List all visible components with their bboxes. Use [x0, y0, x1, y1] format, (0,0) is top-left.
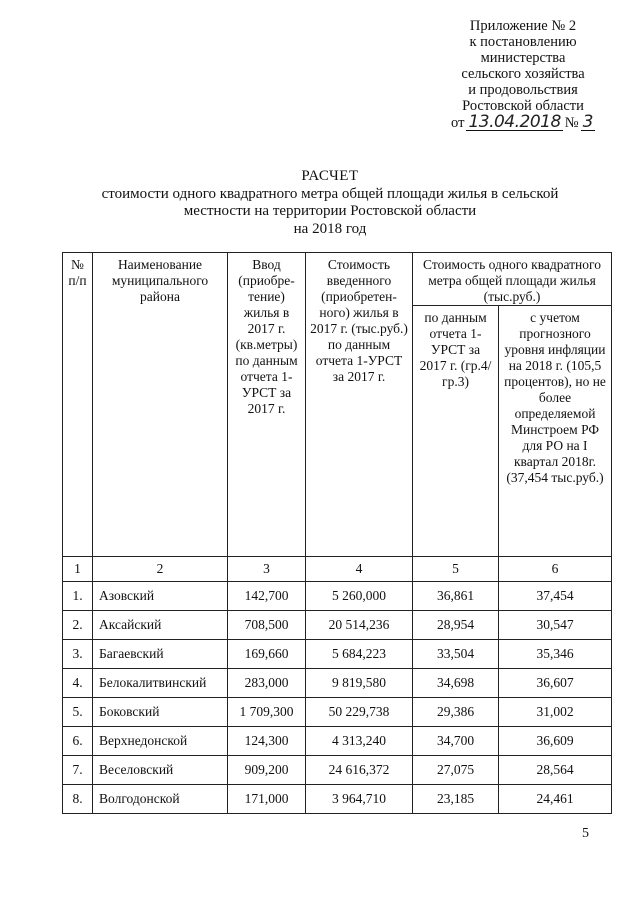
adjusted-value: 28,564: [499, 756, 612, 785]
column-number-row: [63, 557, 612, 582]
per-m2-value: 23,185: [413, 785, 499, 814]
appendix-line: к постановлению: [469, 34, 577, 50]
district-name: Боковский: [93, 698, 228, 727]
area-value: 142,700: [228, 582, 306, 611]
per-m2-value: 33,504: [413, 640, 499, 669]
district-name: Верхнедонской: [93, 727, 228, 756]
adjusted-value: 35,346: [499, 640, 612, 669]
table-header-row: [63, 253, 612, 306]
header-number: № п/п: [63, 253, 93, 557]
column-number: 4: [306, 557, 413, 582]
header-cost: Стоимость введенного (приобретен-ного) жилья в 2017 г. (тыс.руб.) по данным отчета 1-УРСТ за 2017 г.: [306, 253, 413, 557]
table-row: [63, 582, 612, 611]
header-per-m2-report: по данным отчета 1-УРСТ за 2017 г. (гр.4/гр.3): [413, 306, 499, 557]
adjusted-value: 36,609: [499, 727, 612, 756]
per-m2-value: 36,861: [413, 582, 499, 611]
appendix-block: [438, 18, 608, 131]
per-m2-value: 34,698: [413, 669, 499, 698]
area-value: 283,000: [228, 669, 306, 698]
title-line: местности на территории Ростовской области: [183, 203, 477, 219]
header-district: Наименование муниципального района: [93, 253, 228, 557]
district-name: Веселовский: [93, 756, 228, 785]
column-number: 6: [499, 557, 612, 582]
appendix-line: сельского хозяйства: [461, 66, 585, 82]
title-line: стоимости одного квадратного метра общей площади жилья в сельской: [101, 185, 559, 202]
cost-value: 3 964,710: [306, 785, 413, 814]
cost-value: 4 313,240: [306, 727, 413, 756]
area-value: 124,300: [228, 727, 306, 756]
district-name: Волгодонской: [93, 785, 228, 814]
row-number: 1.: [63, 582, 93, 611]
per-m2-value: 34,700: [413, 727, 499, 756]
appendix-line: Ростовской области: [462, 98, 584, 114]
row-number: 2.: [63, 611, 93, 640]
table-row: [63, 611, 612, 640]
calculation-table: [62, 252, 612, 814]
cost-value: 9 819,580: [306, 669, 413, 698]
adjusted-value: 30,547: [499, 611, 612, 640]
header-area: Ввод (приобре-тение) жилья в 2017 г. (кв.метры) по данным отчета 1-УРСТ за 2017 г.: [228, 253, 306, 557]
appendix-line: министерства: [480, 50, 566, 66]
title-line: на 2018 год: [293, 220, 367, 237]
cost-value: 5 684,223: [306, 640, 413, 669]
number-prefix: №: [564, 115, 579, 131]
header-cost-per-m2: Стоимость одного квадратного метра общей площади жилья (тыс.руб.): [413, 253, 612, 306]
column-number: 5: [413, 557, 499, 582]
row-number: 7.: [63, 756, 93, 785]
row-number: 5.: [63, 698, 93, 727]
appendix-line: и продовольствия: [468, 82, 578, 98]
page-number: 5: [582, 826, 589, 841]
row-number: 3.: [63, 640, 93, 669]
area-value: 169,660: [228, 640, 306, 669]
document-title: [60, 168, 600, 238]
row-number: 4.: [63, 669, 93, 698]
district-name: Багаевский: [93, 640, 228, 669]
date-prefix: от: [451, 115, 465, 131]
district-name: Азовский: [93, 582, 228, 611]
district-name: Белокалитвинский: [93, 669, 228, 698]
table-row: [63, 727, 612, 756]
cost-value: 20 514,236: [306, 611, 413, 640]
area-value: 1 709,300: [228, 698, 306, 727]
column-number: 1: [63, 557, 93, 582]
row-number: 8.: [63, 785, 93, 814]
title-main: РАСЧЕТ: [301, 168, 359, 184]
table-row: [63, 756, 612, 785]
area-value: 708,500: [228, 611, 306, 640]
per-m2-value: 27,075: [413, 756, 499, 785]
per-m2-value: 28,954: [413, 611, 499, 640]
cost-value: 50 229,738: [306, 698, 413, 727]
per-m2-value: 29,386: [413, 698, 499, 727]
table-row: [63, 785, 612, 814]
column-number: 3: [228, 557, 306, 582]
appendix-date-line: [438, 114, 608, 131]
table-row: [63, 669, 612, 698]
adjusted-value: 31,002: [499, 698, 612, 727]
district-name: Аксайский: [93, 611, 228, 640]
adjusted-value: 24,461: [499, 785, 612, 814]
row-number: 6.: [63, 727, 93, 756]
cost-value: 5 260,000: [306, 582, 413, 611]
handwritten-date: 13.04.2018: [468, 112, 561, 132]
appendix-line: Приложение № 2: [469, 18, 577, 34]
cost-value: 24 616,372: [306, 756, 413, 785]
header-per-m2-adjusted: с учетом прогнозного уровня инфляции на 2018 г. (105,5 процентов), но не более определяемой Минстроем РФ для РО на I квартал 2018г. (37,454 тыс.руб.): [499, 306, 612, 557]
area-value: 171,000: [228, 785, 306, 814]
column-number: 2: [93, 557, 228, 582]
adjusted-value: 37,454: [499, 582, 612, 611]
handwritten-number: 3: [582, 112, 593, 132]
area-value: 909,200: [228, 756, 306, 785]
table-row: [63, 640, 612, 669]
adjusted-value: 36,607: [499, 669, 612, 698]
table-row: [63, 698, 612, 727]
